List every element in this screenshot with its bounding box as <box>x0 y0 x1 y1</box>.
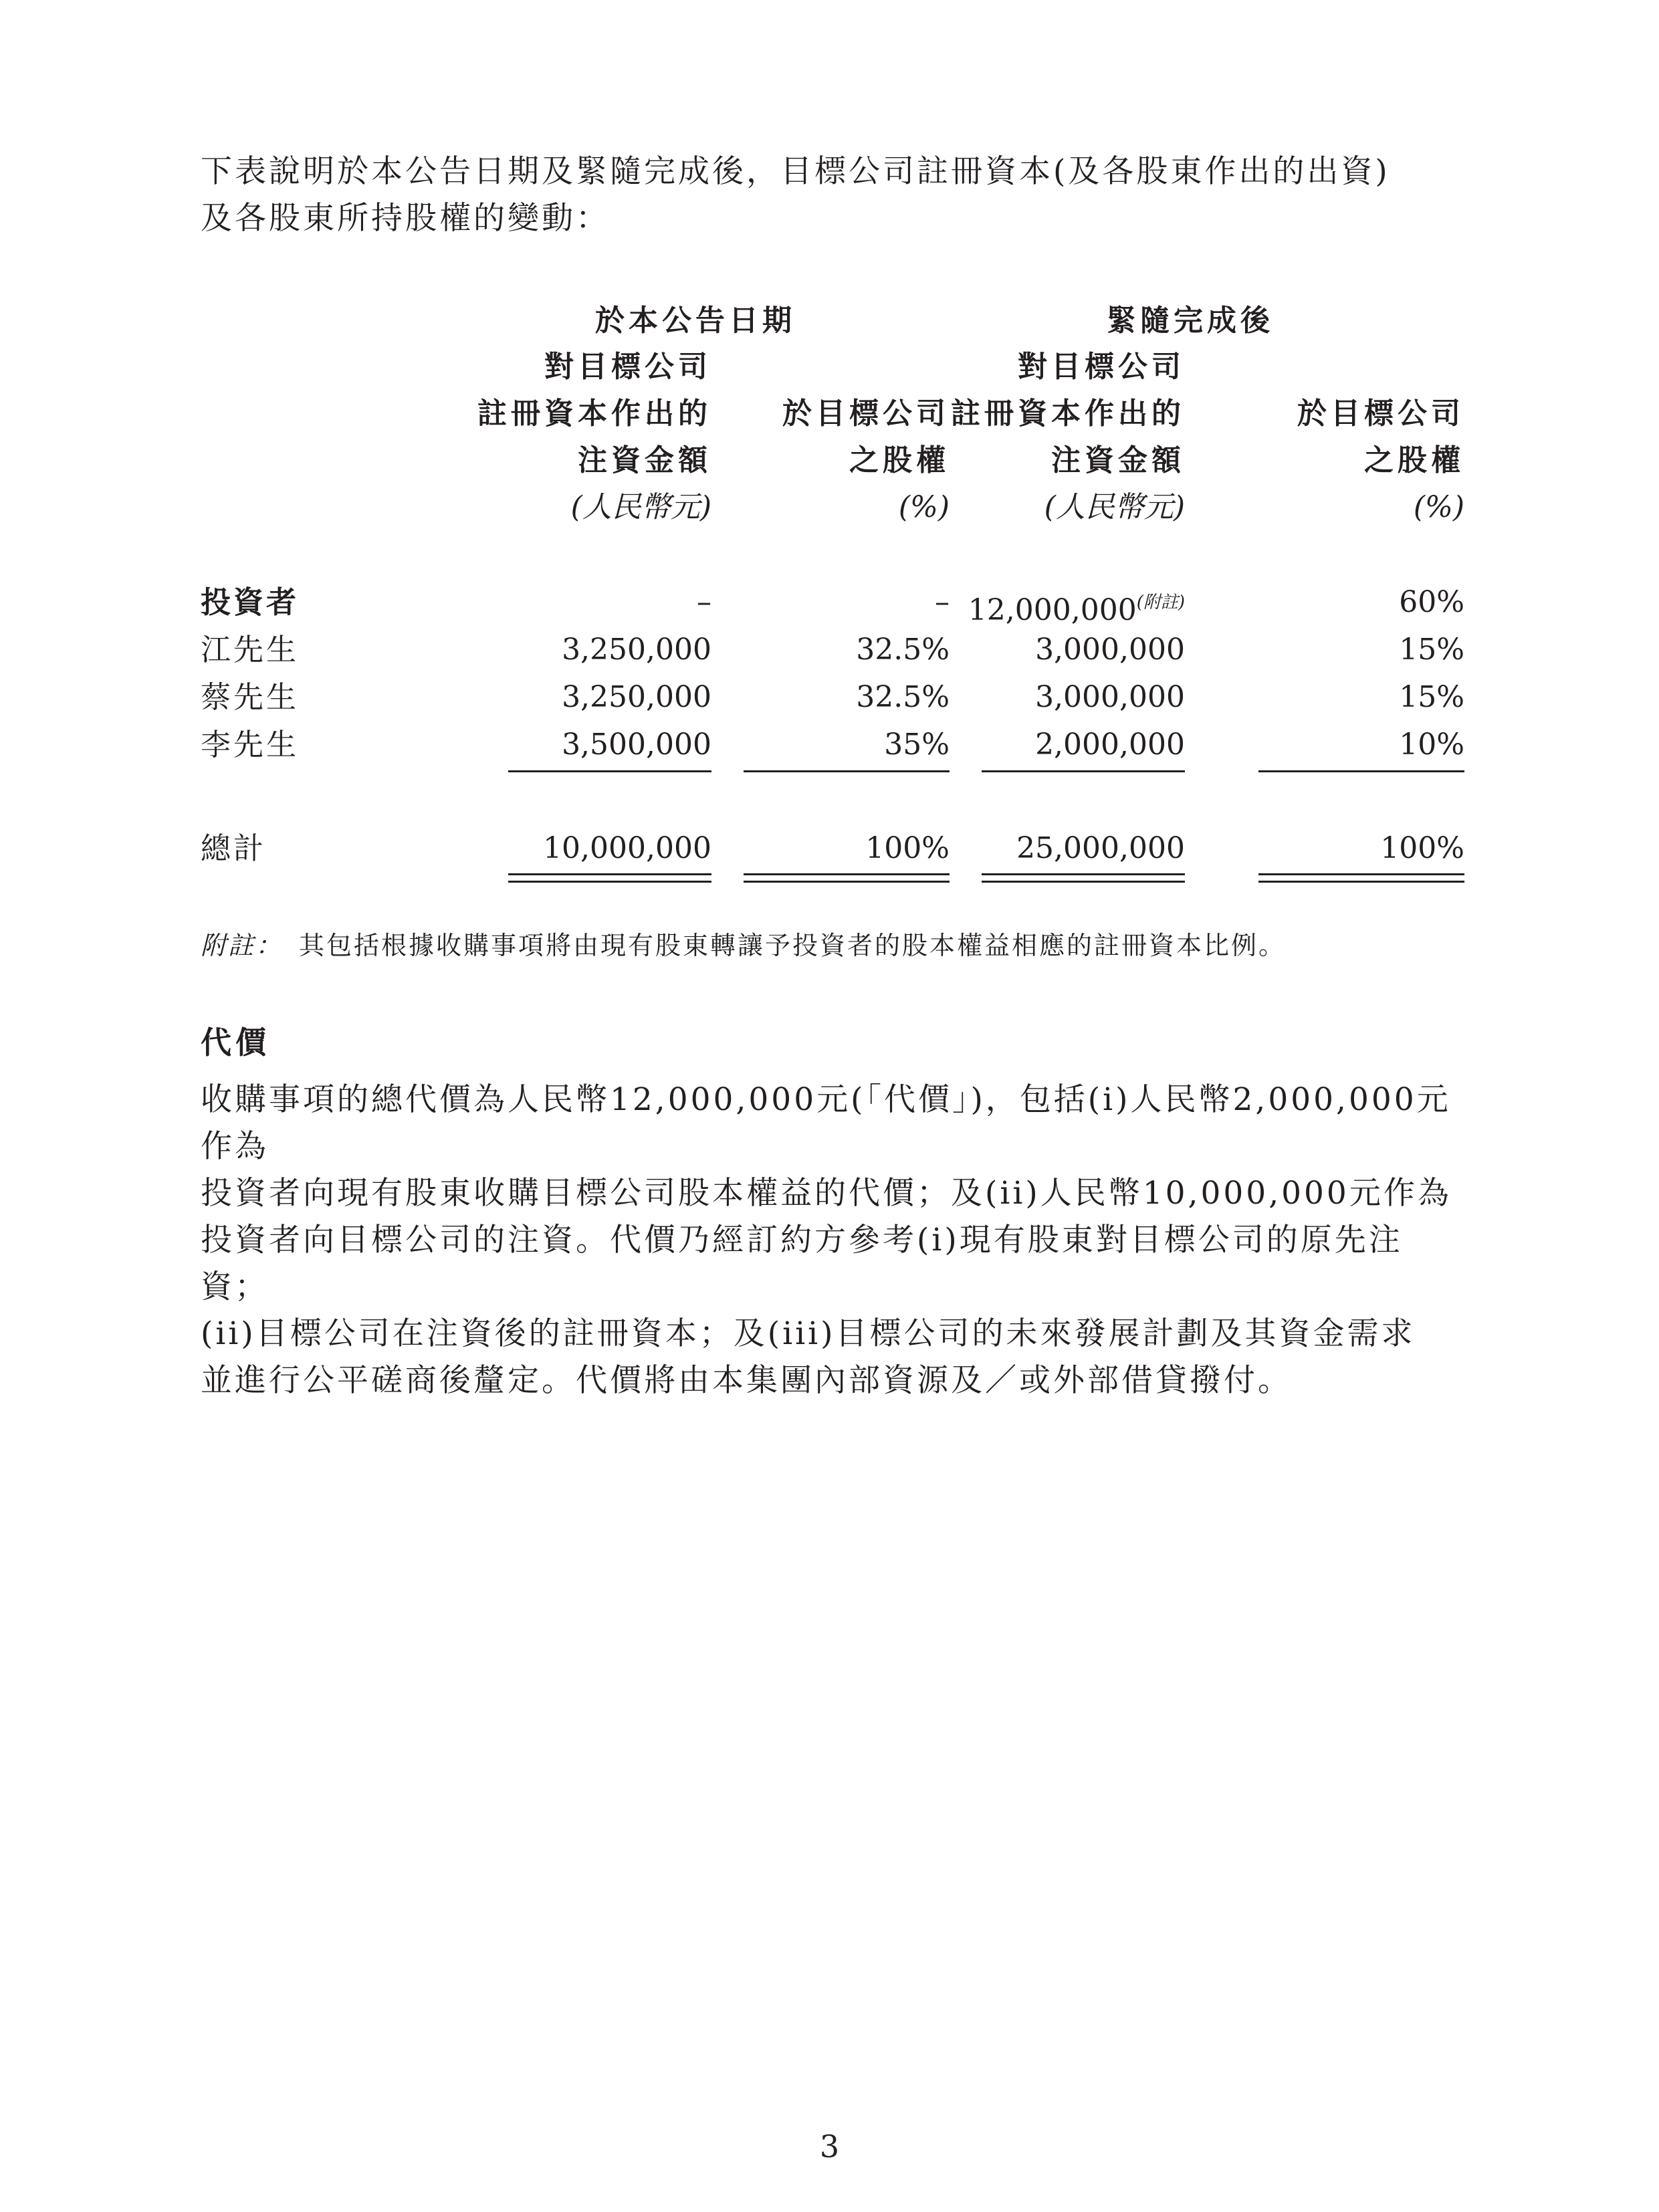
cell-capital-after: 3,000,000 <box>1035 680 1185 714</box>
header-line: 對目標公司 <box>544 350 711 384</box>
cell-equity-after: 15% <box>1399 633 1464 667</box>
table-footnote <box>201 925 1286 966</box>
cell-equity-current: 35% <box>884 728 950 762</box>
row-label: 李先生 <box>201 727 300 762</box>
subtotal-rule <box>508 770 711 772</box>
note-reference: (附註) <box>1136 592 1185 613</box>
cell-equity-after: 10% <box>1399 728 1464 762</box>
header-line: 於目標公司 <box>1297 397 1464 431</box>
consideration-paragraph <box>201 1077 1464 1404</box>
footnote-text: 其包括根據收購事項將由現有股東轉讓予投資者的股本權益相應的註冊資本比例。 <box>299 931 1287 960</box>
paragraph-line: 收購事項的總代價為人民幣12,000,000元(「代價」)，包括(i)人民幣2,000,000元作為 <box>201 1081 1451 1165</box>
header-line: 之股權 <box>849 443 950 477</box>
total-double-rule <box>508 873 711 883</box>
header-unit: (人民幣元) <box>570 490 711 524</box>
cell-equity-current: – <box>935 585 950 619</box>
header-unit: (%) <box>1413 490 1464 524</box>
subtotal-rule <box>982 770 1185 772</box>
cell-equity-current: 32.5% <box>856 680 950 714</box>
row-label: 蔡先生 <box>201 679 300 715</box>
header-line: 注資金額 <box>578 443 711 477</box>
subtotal-rule <box>1258 770 1464 772</box>
paragraph-line: 投資者向現有股東收購目標公司股本權益的代價；及(ii)人民幣10,000,000元作為 <box>201 1175 1452 1212</box>
header-line: 之股權 <box>1364 443 1464 477</box>
section-title: 代價 <box>201 1024 270 1061</box>
page-number: 3 <box>819 2128 840 2165</box>
cell-capital-after <box>936 579 1185 634</box>
cell-capital-after: 3,000,000 <box>1035 633 1185 667</box>
row-label: 總計 <box>201 831 267 866</box>
cell-capital-current: 3,500,000 <box>562 728 711 762</box>
header-line: 註冊資本作出的 <box>477 397 711 431</box>
total-double-rule <box>1258 873 1464 883</box>
cell-capital-current: 3,250,000 <box>562 633 711 667</box>
header-line: 於目標公司 <box>782 397 950 431</box>
paragraph-line: 並進行公平磋商後釐定。代價將由本集團內部資源及／或外部借貸撥付。 <box>201 1362 1292 1399</box>
cell-capital-after: 25,000,000 <box>1016 831 1185 865</box>
cell-equity-after: 60% <box>1399 585 1464 619</box>
intro-line: 及各股東所持股權的變動： <box>201 200 610 237</box>
paragraph-line: 投資者向目標公司的注資。代價乃經訂約方參考(i)現有股東對目標公司的原先注資； <box>201 1222 1403 1305</box>
group-header-current: 於本公告日期 <box>595 304 796 338</box>
cell-capital-after: 2,000,000 <box>1035 728 1185 762</box>
cell-equity-after: 15% <box>1399 680 1464 714</box>
cell-capital-current: 3,250,000 <box>562 680 711 714</box>
subtotal-rule <box>744 770 950 772</box>
intro-line: 下表說明於本公告日期及緊隨完成後，目標公司註冊資本(及各股東作出的出資) <box>201 153 1390 190</box>
header-unit: (人民幣元) <box>1044 490 1185 524</box>
paragraph-line: (ii)目標公司在注資後的註冊資本；及(iii)目標公司的未來發展計劃及其資金需求 <box>201 1315 1416 1352</box>
cell-equity-current: 100% <box>865 831 950 865</box>
cell-value: 12,000,000 <box>968 593 1137 627</box>
footnote-label: 附註： <box>201 931 284 960</box>
total-double-rule <box>744 873 950 883</box>
cell-capital-current: 10,000,000 <box>543 831 711 865</box>
header-line: 注資金額 <box>1051 443 1185 477</box>
cell-equity-after: 100% <box>1380 831 1464 865</box>
group-header-after: 緊隨完成後 <box>1107 304 1274 338</box>
row-label: 投資者 <box>201 584 300 620</box>
header-line: 註冊資本作出的 <box>951 397 1185 431</box>
total-double-rule <box>982 873 1185 883</box>
header-unit: (%) <box>898 490 950 524</box>
cell-capital-current: – <box>697 585 711 619</box>
intro-paragraph <box>201 148 1464 242</box>
header-line: 對目標公司 <box>1018 350 1185 384</box>
row-label: 江先生 <box>201 632 300 667</box>
cell-equity-current: 32.5% <box>856 633 950 667</box>
